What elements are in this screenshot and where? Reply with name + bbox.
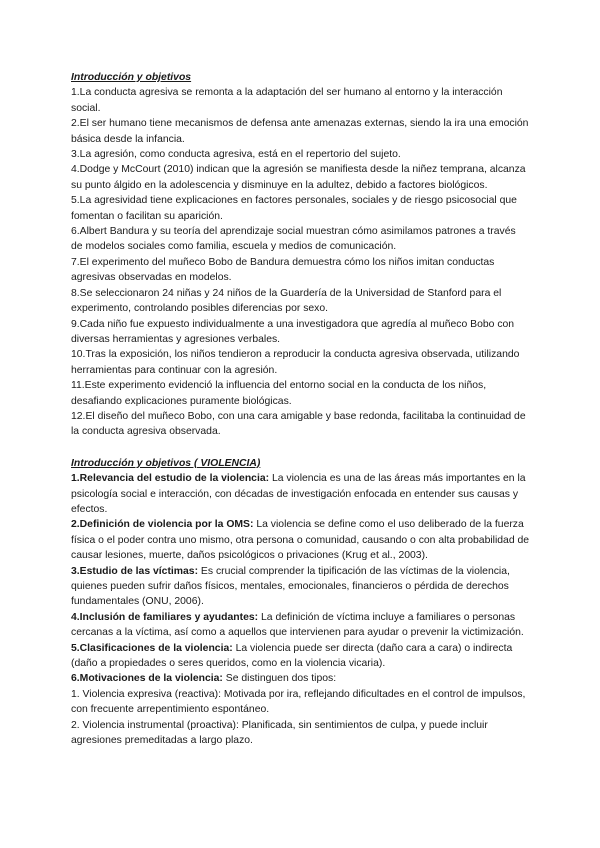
sub-list-item: 2. Violencia instrumental (proactiva): Planificada, sin sentimientos de culpa, y puede incluir agresiones premeditadas a largo plazo. bbox=[71, 719, 488, 747]
section-heading-violencia: Introducción y objetivos ( VIOLENCIA) bbox=[71, 457, 261, 469]
section-1-list bbox=[71, 85, 530, 439]
list-item bbox=[71, 641, 530, 672]
list-item: 1.La conducta agresiva se remonta a la adaptación del ser humano al entorno y la interacción social. bbox=[71, 87, 503, 114]
list-item: 2.El ser humano tiene mecanismos de defensa ante amenazas externas, siendo la ira una emoción básica desde la infancia. bbox=[71, 118, 529, 145]
list-item bbox=[71, 671, 530, 686]
section-2-list bbox=[71, 471, 530, 748]
sub-list-item: 1. Violencia expresiva (reactiva): Motivada por ira, reflejando dificultades en el control de impulsos, con frecuente arrepentimiento espontáneo. bbox=[71, 688, 526, 716]
list-item: 3.La agresión, como conducta agresiva, está en el repertorio del sujeto. bbox=[71, 149, 401, 161]
list-item: 6.Albert Bandura y su teoría del aprendizaje social muestran cómo asimilamos patrones a través de modelos sociales como familia, escuela y medios de comunicación. bbox=[71, 226, 516, 253]
item-label: 6.Motivaciones de la violencia: bbox=[71, 673, 223, 685]
item-label: 3.Estudio de las víctimas: bbox=[71, 565, 199, 577]
item-label: 1.Relevancia del estudio de la violencia: bbox=[71, 473, 270, 485]
list-item: 12.El diseño del muñeco Bobo, con una cara amigable y base redonda, facilitaba la continuidad de la conducta agresiva observada. bbox=[71, 410, 526, 438]
list-item: 5.La agresividad tiene explicaciones en factores personales, sociales y de riesgo psicosocial que fomentan o facilitan su aparición. bbox=[71, 195, 517, 222]
item-text: La violencia puede ser directa (daño cara a cara) o indirecta (daño a propiedades o seres queridos, como en la violencia vicaria). bbox=[71, 642, 513, 670]
item-text: Se distinguen dos tipos: bbox=[222, 673, 337, 685]
section-heading-introduccion: Introducción y objetivos bbox=[71, 72, 192, 83]
item-text: La definición de víctima incluye a familiares o personas cercanas a la víctima, así como a aquellos que intervienen para ayudar o prevenir la victimización. bbox=[71, 611, 524, 639]
list-item: 10.Tras la exposición, los niños tendieron a reproducir la conducta agresiva observada, utilizando herramientas para continuar con la agresión. bbox=[71, 349, 520, 376]
list-item bbox=[71, 564, 530, 610]
list-item bbox=[71, 517, 530, 563]
item-text: Es crucial comprender la tipificación de las víctimas de la violencia, quienes pueden sufrir daños físicos, mentales, emocionales, financieros o pérdida de derechos fundamentales (ONU, 2006). bbox=[71, 565, 510, 608]
list-item bbox=[71, 471, 530, 517]
item-label: 4.Inclusión de familiares y ayudantes: bbox=[71, 611, 259, 623]
item-label: 2.Definición de violencia por la OMS: bbox=[71, 519, 254, 531]
list-item bbox=[71, 610, 530, 641]
list-item: 9.Cada niño fue expuesto individualmente a una investigadora que agredía al muñeco Bobo con diversas herramientas y agresiones verbales. bbox=[71, 318, 515, 345]
list-item: 4.Dodge y McCourt (2010) indican que la agresión se manifiesta desde la niñez temprana, alcanza su punto álgido en la adolescencia y disminuye en la adultez, debido a factores biológicos. bbox=[71, 164, 526, 191]
list-item: 7.El experimento del muñeco Bobo de Bandura demuestra cómo los niños imitan conductas agresivas observadas en modelos. bbox=[71, 256, 495, 284]
list-item: 11.Este experimento evidenció la influencia del entorno social en la conducta de los niños, desafiando explicaciones puramente biológicas. bbox=[71, 380, 487, 407]
item-text: La violencia se define como el uso deliberado de la fuerza física o el poder contra uno mismo, otra persona o comunidad, causando o con alta probabilidad de causar lesiones, muerte, daños psicológicos o privaciones (Krug et al., 2003). bbox=[71, 519, 530, 562]
list-item: 8.Se seleccionaron 24 niñas y 24 niños de la Guardería de la Universidad de Stanford para el experimento, controlando posibles diferencias por sexo. bbox=[71, 287, 502, 315]
item-text: La violencia es una de las áreas más importantes en la psicología social e interacción, con décadas de investigación enfocada en entender sus causas y efectos. bbox=[71, 473, 526, 515]
section-spacer bbox=[71, 440, 530, 456]
item-label: 5.Clasificaciones de la violencia: bbox=[71, 642, 233, 654]
